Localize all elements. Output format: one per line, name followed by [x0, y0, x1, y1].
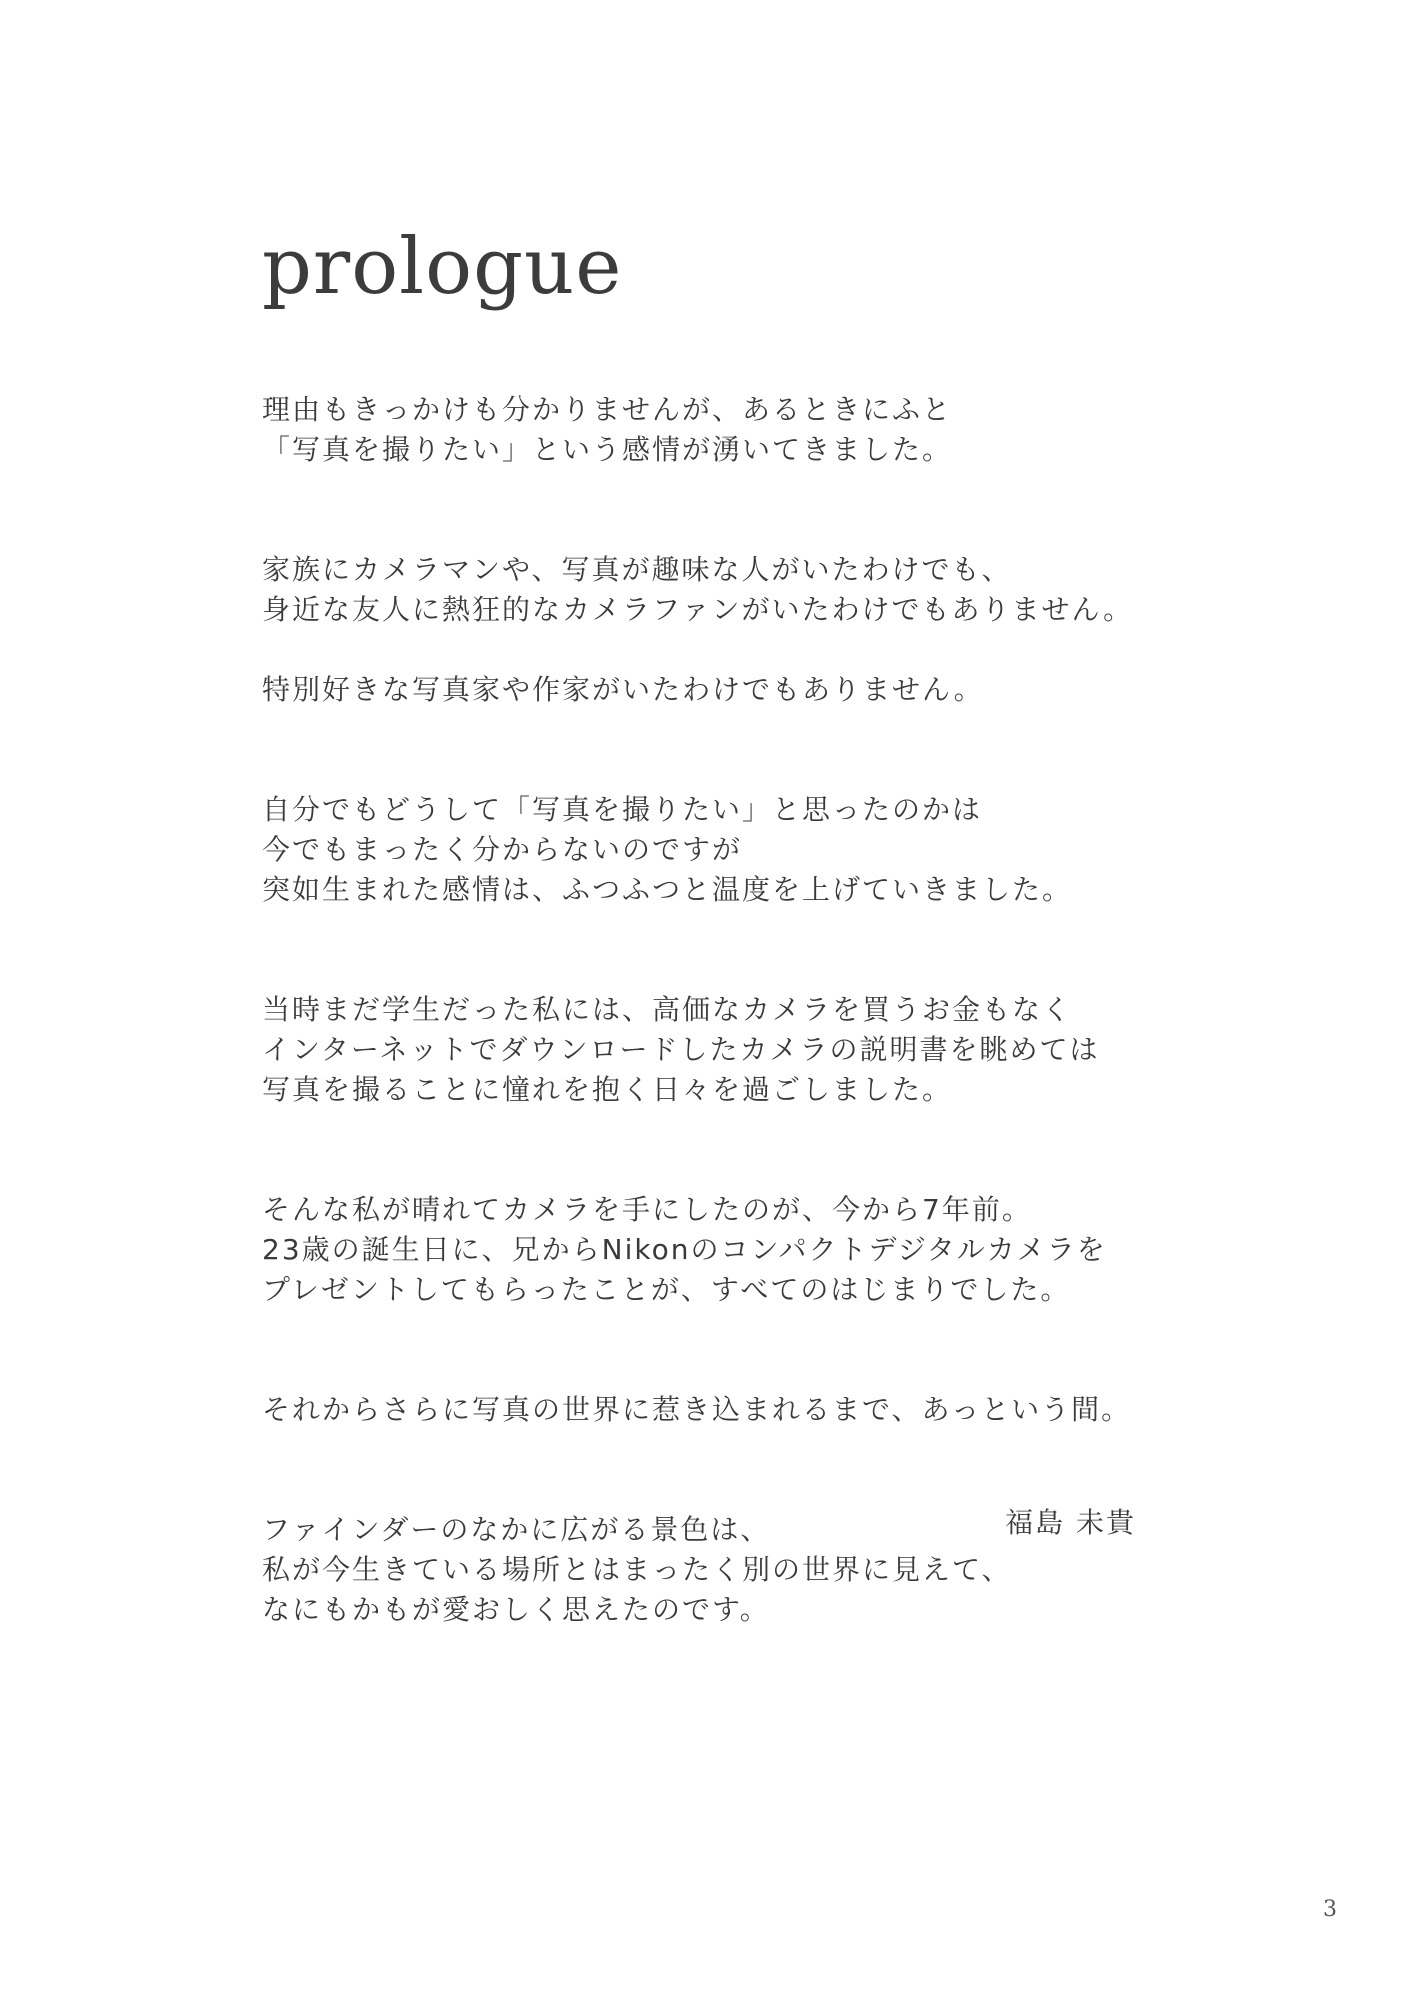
paragraph-4 [262, 790, 1262, 910]
text-line: 理由もきっかけも分かりませんが、あるときにふと [262, 393, 953, 426]
text-line: 身近な友人に熱狂的なカメラファンがいたわけでもありません。 [262, 593, 1134, 626]
text-line: 23歳の誕生日に、兄からNikonのコンパクトデジタルカメラを [262, 1233, 1107, 1266]
text-line: それからさらに写真の世界に惹き込まれるまで、あっという間。 [262, 1393, 1132, 1426]
paragraph-2 [262, 550, 1262, 630]
prologue-body [262, 390, 1262, 1630]
text-line: 特別好きな写真家や作家がいたわけでもありません。 [262, 673, 984, 706]
text-line: 今でもまったく分からないのですが [262, 833, 743, 866]
page-title: prologue [262, 222, 623, 312]
text-line: 写真を撮ることに憧れを抱く日々を過ごしました。 [262, 1073, 953, 1106]
page-number: 3 [1323, 1897, 1337, 1922]
paragraph-7 [262, 1390, 1262, 1430]
text-line: 突如生まれた感情は、ふつふつと温度を上げていきました。 [262, 873, 1073, 906]
author-signature: 福島 未貴 [1005, 1506, 1136, 1539]
paragraph-3 [262, 670, 1262, 710]
text-line: 当時まだ学生だった私には、高価なカメラを買うお金もなく [262, 993, 1073, 1026]
text-line: 私が今生きている場所とはまったく別の世界に見えて、 [262, 1553, 1012, 1586]
text-line: なにもかもが愛おしく思えたのです。 [262, 1593, 770, 1626]
text-line: ファインダーのなかに広がる景色は、 [262, 1513, 771, 1546]
paragraph-1 [262, 390, 1262, 470]
text-line: プレゼントしてもらったことが、すべてのはじまりでした。 [262, 1273, 1071, 1306]
text-line: 「写真を撮りたい」という感情が湧いてきました。 [262, 433, 953, 466]
text-line: 家族にカメラマンや、写真が趣味な人がいたわけでも、 [262, 553, 1012, 586]
paragraph-5 [262, 990, 1262, 1110]
text-line: インターネットでダウンロードしたカメラの説明書を眺めては [262, 1033, 1100, 1066]
text-line: そんな私が晴れてカメラを手にしたのが、今から7年前。 [262, 1193, 1032, 1226]
text-line: 自分でもどうして「写真を撮りたい」と思ったのかは [262, 793, 983, 826]
paragraph-6 [262, 1190, 1262, 1310]
